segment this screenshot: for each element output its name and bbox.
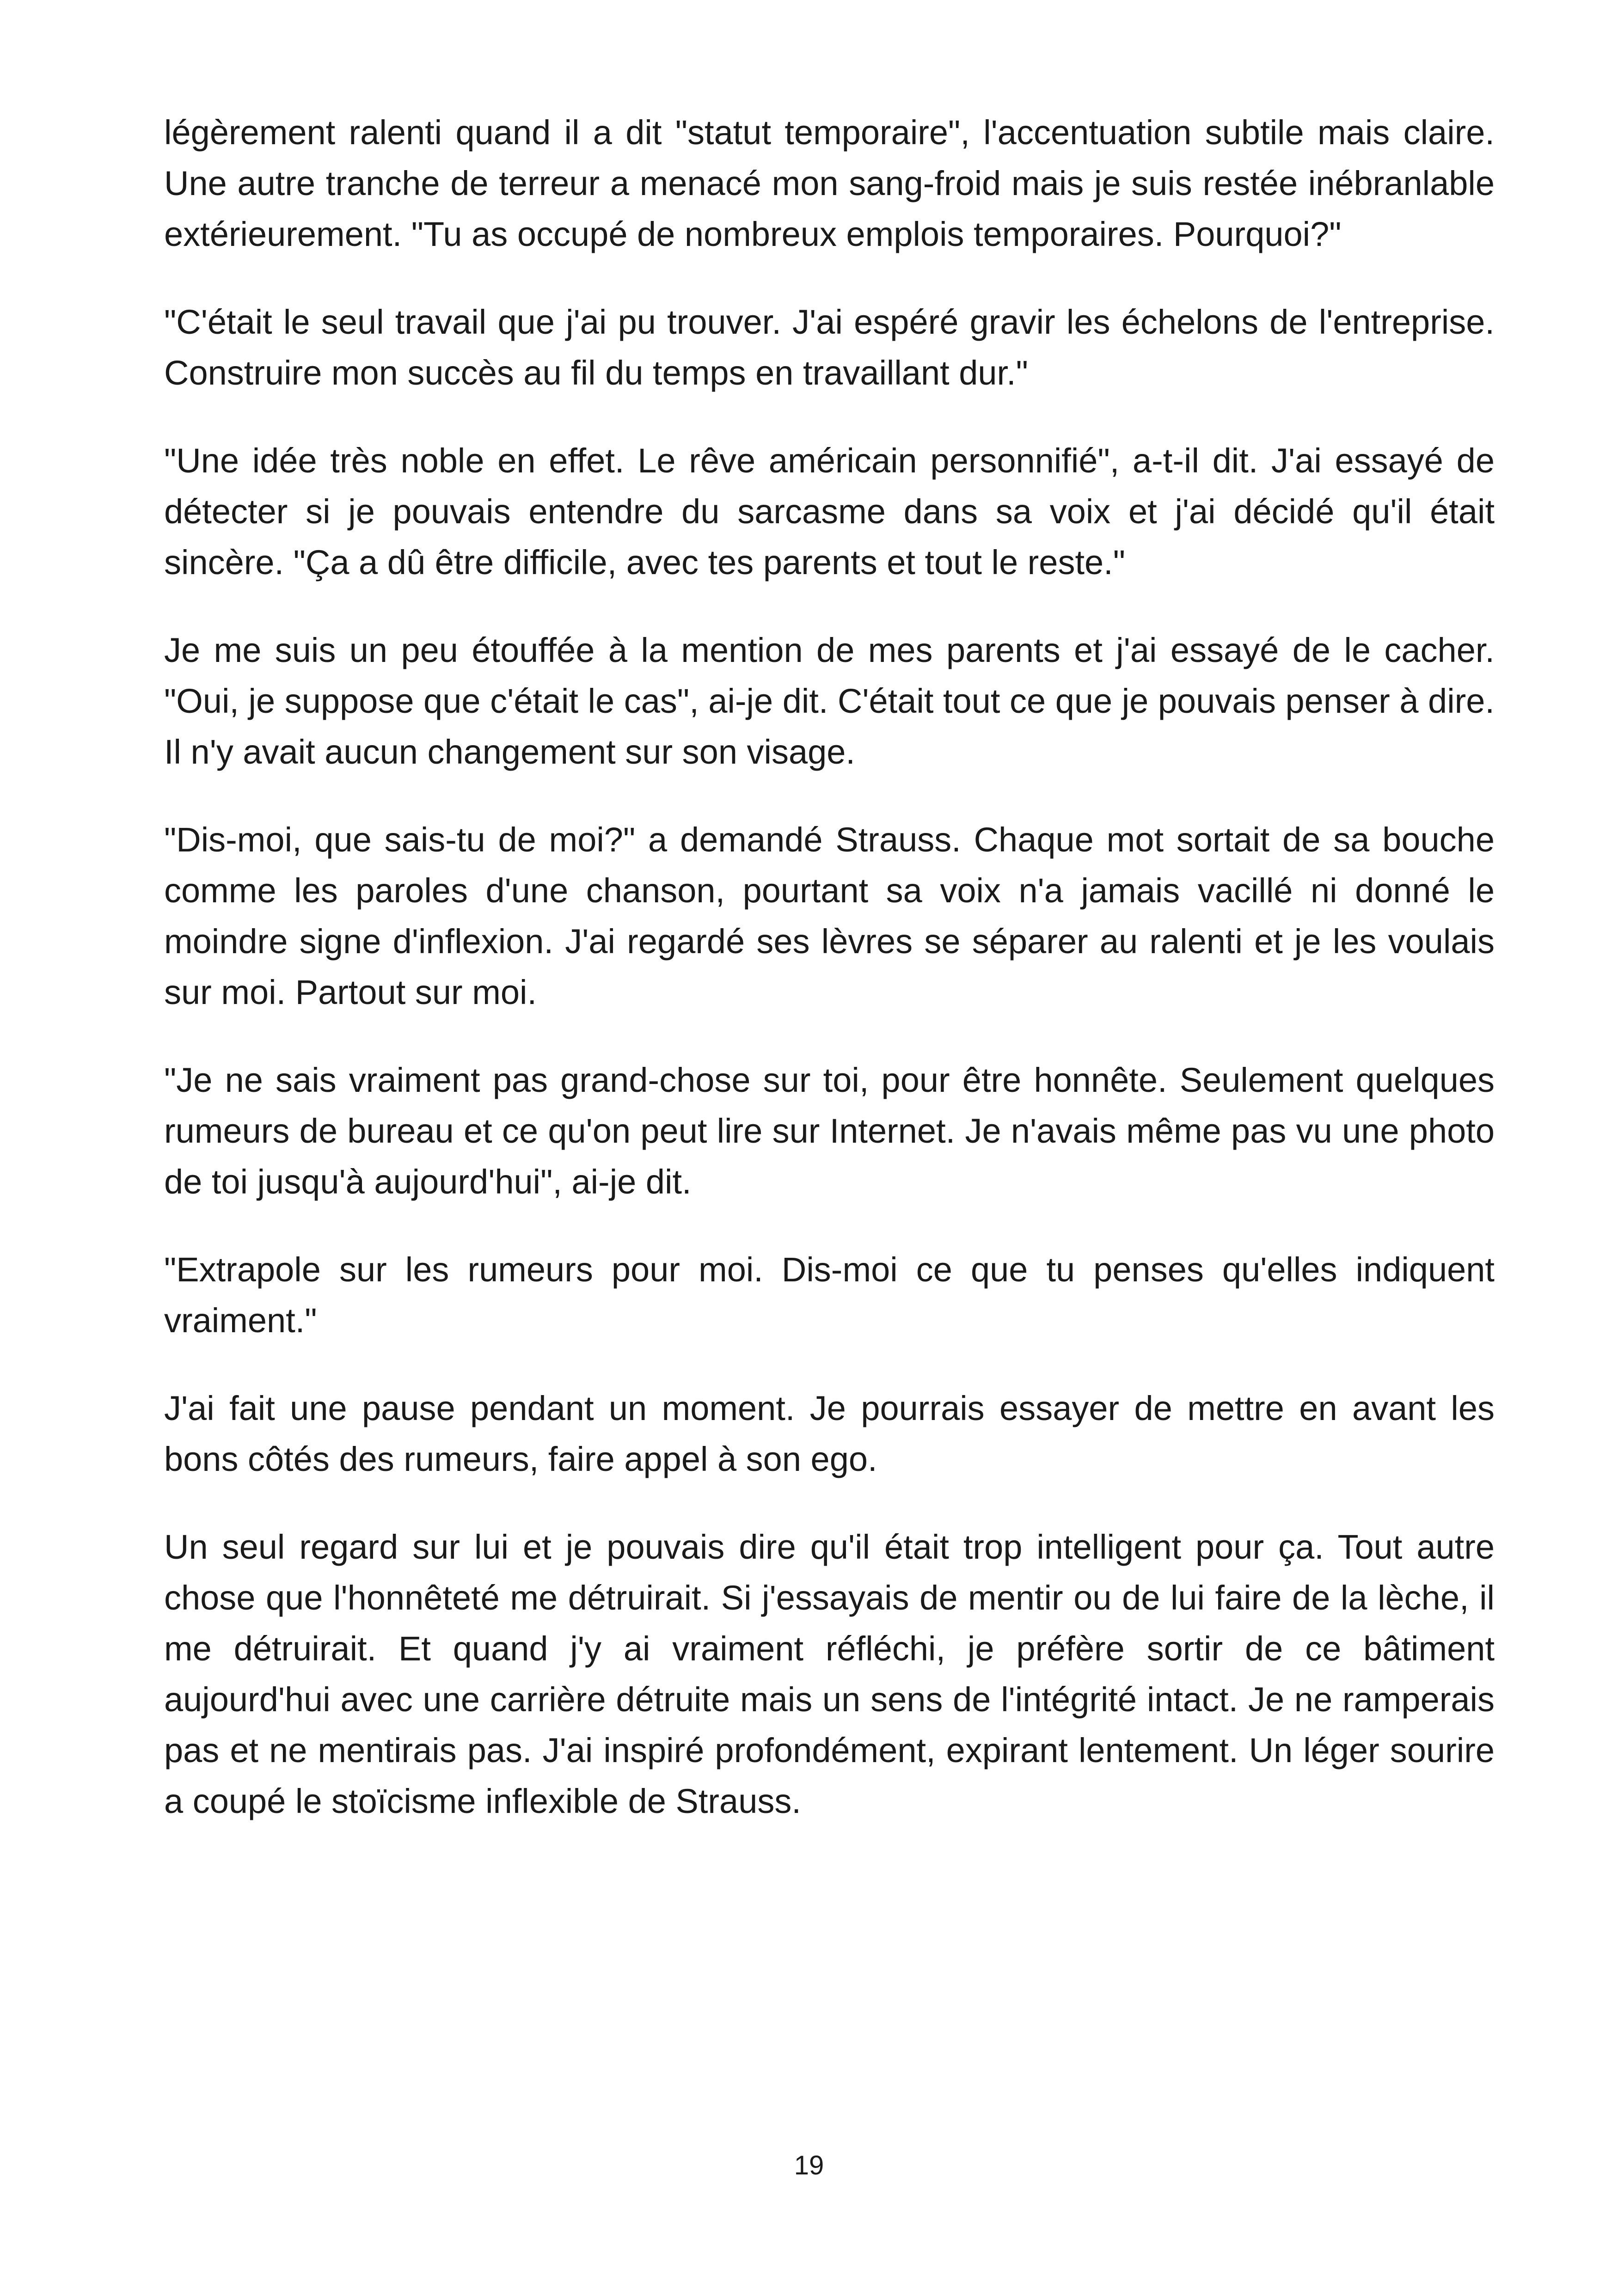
paragraph: "C'était le seul travail que j'ai pu trouver. J'ai espéré gravir les échelons de l'entreprise. Construire mon succès au fil du temps en travaillant dur." <box>164 303 1495 392</box>
paragraph: légèrement ralenti quand il a dit "statut temporaire", l'accentuation subtile mais claire. Une autre tranche de terreur a menacé mon sang-froid mais je suis restée inébranlable extérieurement. "Tu as occupé de nombreux emplois temporaires. Pourquoi?" <box>164 113 1495 253</box>
paragraph: Je me suis un peu étouffée à la mention de mes parents et j'ai essayé de le cacher. "Oui, je suppose que c'était le cas", ai-je dit. C'était tout ce que je pouvais penser à dire. Il n'y avait aucun changement sur son visage. <box>164 631 1495 771</box>
paragraph: "Extrapole sur les rumeurs pour moi. Dis-moi ce que tu penses qu'elles indiquent vraiment." <box>164 1250 1495 1340</box>
body-text <box>164 107 1495 1864</box>
paragraph: Un seul regard sur lui et je pouvais dire qu'il était trop intelligent pour ça. Tout autre chose que l'honnêteté me détruirait. Si j'essayais de mentir ou de lui faire de la lèche, il me détruirait. Et quand j'y ai vraiment réfléchi, je préfère sortir de ce bâtiment aujourd'hui avec une carrière détruite mais un sens de l'intégrité intact. Je ne ramperais pas et ne mentirais pas. J'ai inspiré profondément, expirant lentement. Un léger sourire a coupé le stoïcisme inflexible de Strauss. <box>164 1528 1495 1820</box>
paragraph: "Je ne sais vraiment pas grand-chose sur toi, pour être honnête. Seulement quelques rumeurs de bureau et ce qu'on peut lire sur Internet. Je n'avais même pas vu une photo de toi jusqu'à aujourd'hui", ai-je dit. <box>164 1061 1495 1201</box>
paragraph: "Une idée très noble en effet. Le rêve américain personnifié", a-t-il dit. J'ai essayé de détecter si je pouvais entendre du sarcasme dans sa voix et j'ai décidé qu'il était sincère. "Ça a dû être difficile, avec tes parents et tout le reste." <box>164 441 1495 582</box>
paragraph: "Dis-moi, que sais-tu de moi?" a demandé Strauss. Chaque mot sortait de sa bouche comme les paroles d'une chanson, pourtant sa voix n'a jamais vacillé ni donné le moindre signe d'inflexion. J'ai regardé ses lèvres se séparer au ralenti et je les voulais sur moi. Partout sur moi. <box>164 820 1495 1011</box>
page-number: 19 <box>794 2150 824 2180</box>
paragraph: J'ai fait une pause pendant un moment. Je pourrais essayer de mettre en avant les bons côtés des rumeurs, faire appel à son ego. <box>164 1389 1495 1478</box>
